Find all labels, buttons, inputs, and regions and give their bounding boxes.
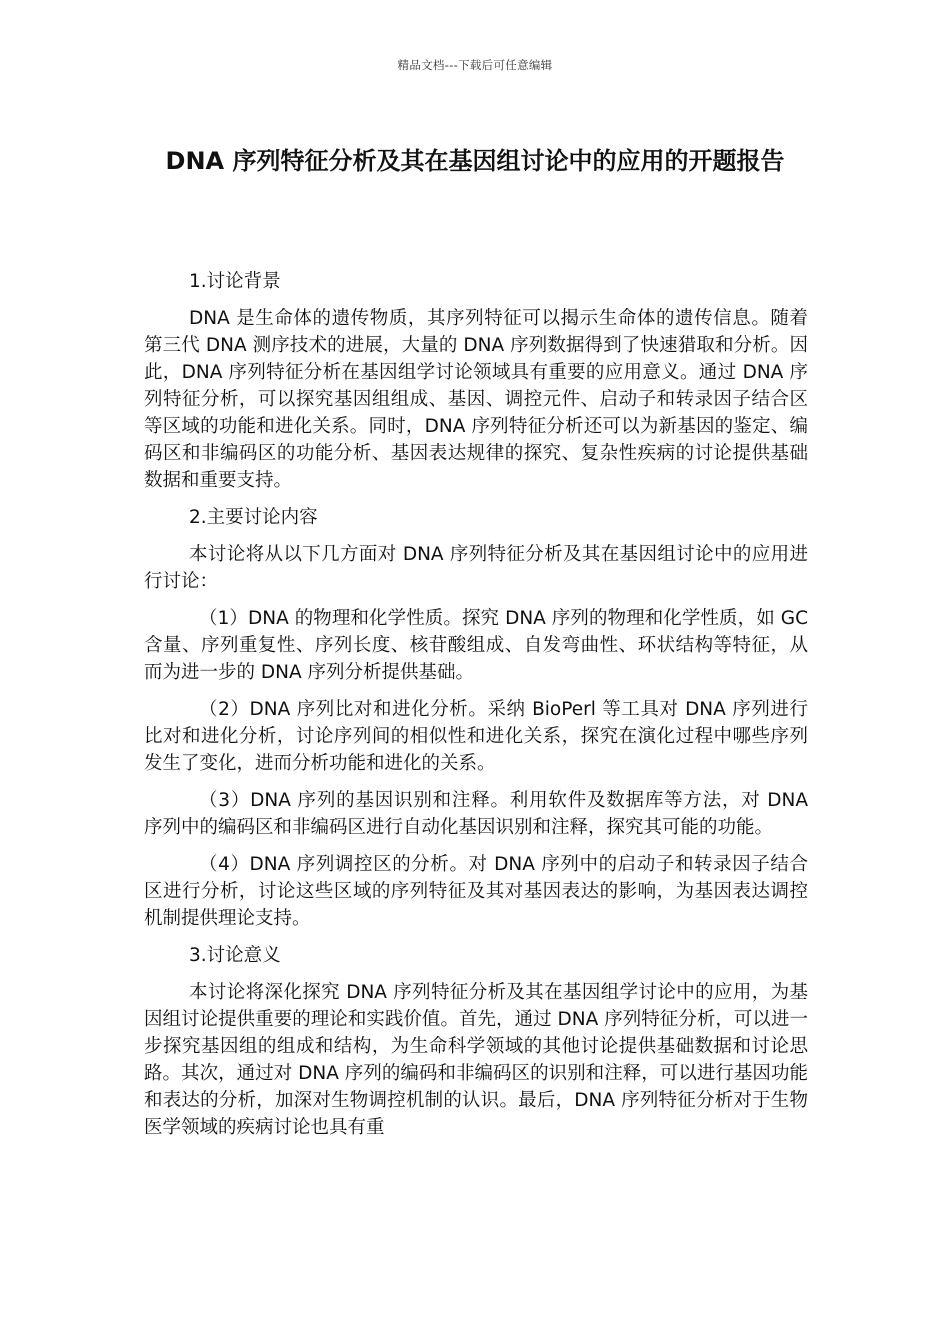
section-heading-background: 1.讨论背景 xyxy=(189,271,281,292)
paragraph-content-intro: 本讨论将从以下几方面对 DNA 序列特征分析及其在基因组讨论中的应用进行讨论： xyxy=(144,544,808,592)
section-heading-significance: 3.讨论意义 xyxy=(189,945,281,966)
document-body xyxy=(144,268,808,1151)
paragraph-significance: 本讨论将深化探究 DNA 序列特征分析及其在基因组学讨论中的应用，为基因组讨论提供重要的理论和实践价值。首先，通过 DNA 序列特征分析，可以进一步探究基因组的组成和结构，为生命科学领域的其他讨论提供基础数据和讨论思路。其次，通过对 DNA 序列的编码和非编码区的识别和注释，可以进行基因功能和表达的分析，加深对生物调控机制的认识。最后，DNA 序列特征分析对于生物医学领域的疾病讨论也具有重 xyxy=(144,982,808,1138)
document-title: DNA 序列特征分析及其在基因组讨论中的应用的开题报告 xyxy=(165,147,785,175)
section-heading-content: 2.主要讨论内容 xyxy=(189,507,318,528)
page-header: 精品文档---下载后可任意编辑 xyxy=(397,58,553,72)
paragraph-background: DNA 是生命体的遗传物质，其序列特征可以揭示生命体的遗传信息。随着第三代 DNA 测序技术的进展，大量的 DNA 序列数据得到了快速猎取和分析。因此，DNA 序列特征分析在基因组学讨论领域具有重要的应用意义。通过 DNA 序列特征分析，可以探究基因组组成、基因、调控元件、启动子和转录因子结合区等区域的功能和进化关系。同时，DNA 序列特征分析还可以为新基因的鉴定、编码区和非编码区的功能分析、基因表达规律的探究、复杂性疾病的讨论提供基础数据和重要支持。 xyxy=(144,308,808,491)
list-item: （3）DNA 序列的基因识别和注释。利用软件及数据库等方法，对 DNA 序列中的编码区和非编码区进行自动化基因识别和注释，探究其可能的功能。 xyxy=(144,790,808,838)
list-item: （2）DNA 序列比对和进化分析。采纳 BioPerl 等工具对 DNA 序列进行比对和进化分析，讨论序列间的相似性和进化关系，探究在演化过程中哪些序列发生了变化，进而分析功能和进化的关系。 xyxy=(144,699,808,774)
list-item: （4）DNA 序列调控区的分析。对 DNA 序列中的启动子和转录因子结合区进行分析，讨论这些区域的序列特征及其对基因表达的影响，为基因表达调控机制提供理论支持。 xyxy=(144,854,808,929)
list-item: （1）DNA 的物理和化学性质。探究 DNA 序列的物理和化学性质，如 GC 含量、序列重复性、序列长度、核苷酸组成、自发弯曲性、环状结构等特征，从而为进一步的 DNA 序列分析提供基础。 xyxy=(144,608,808,683)
